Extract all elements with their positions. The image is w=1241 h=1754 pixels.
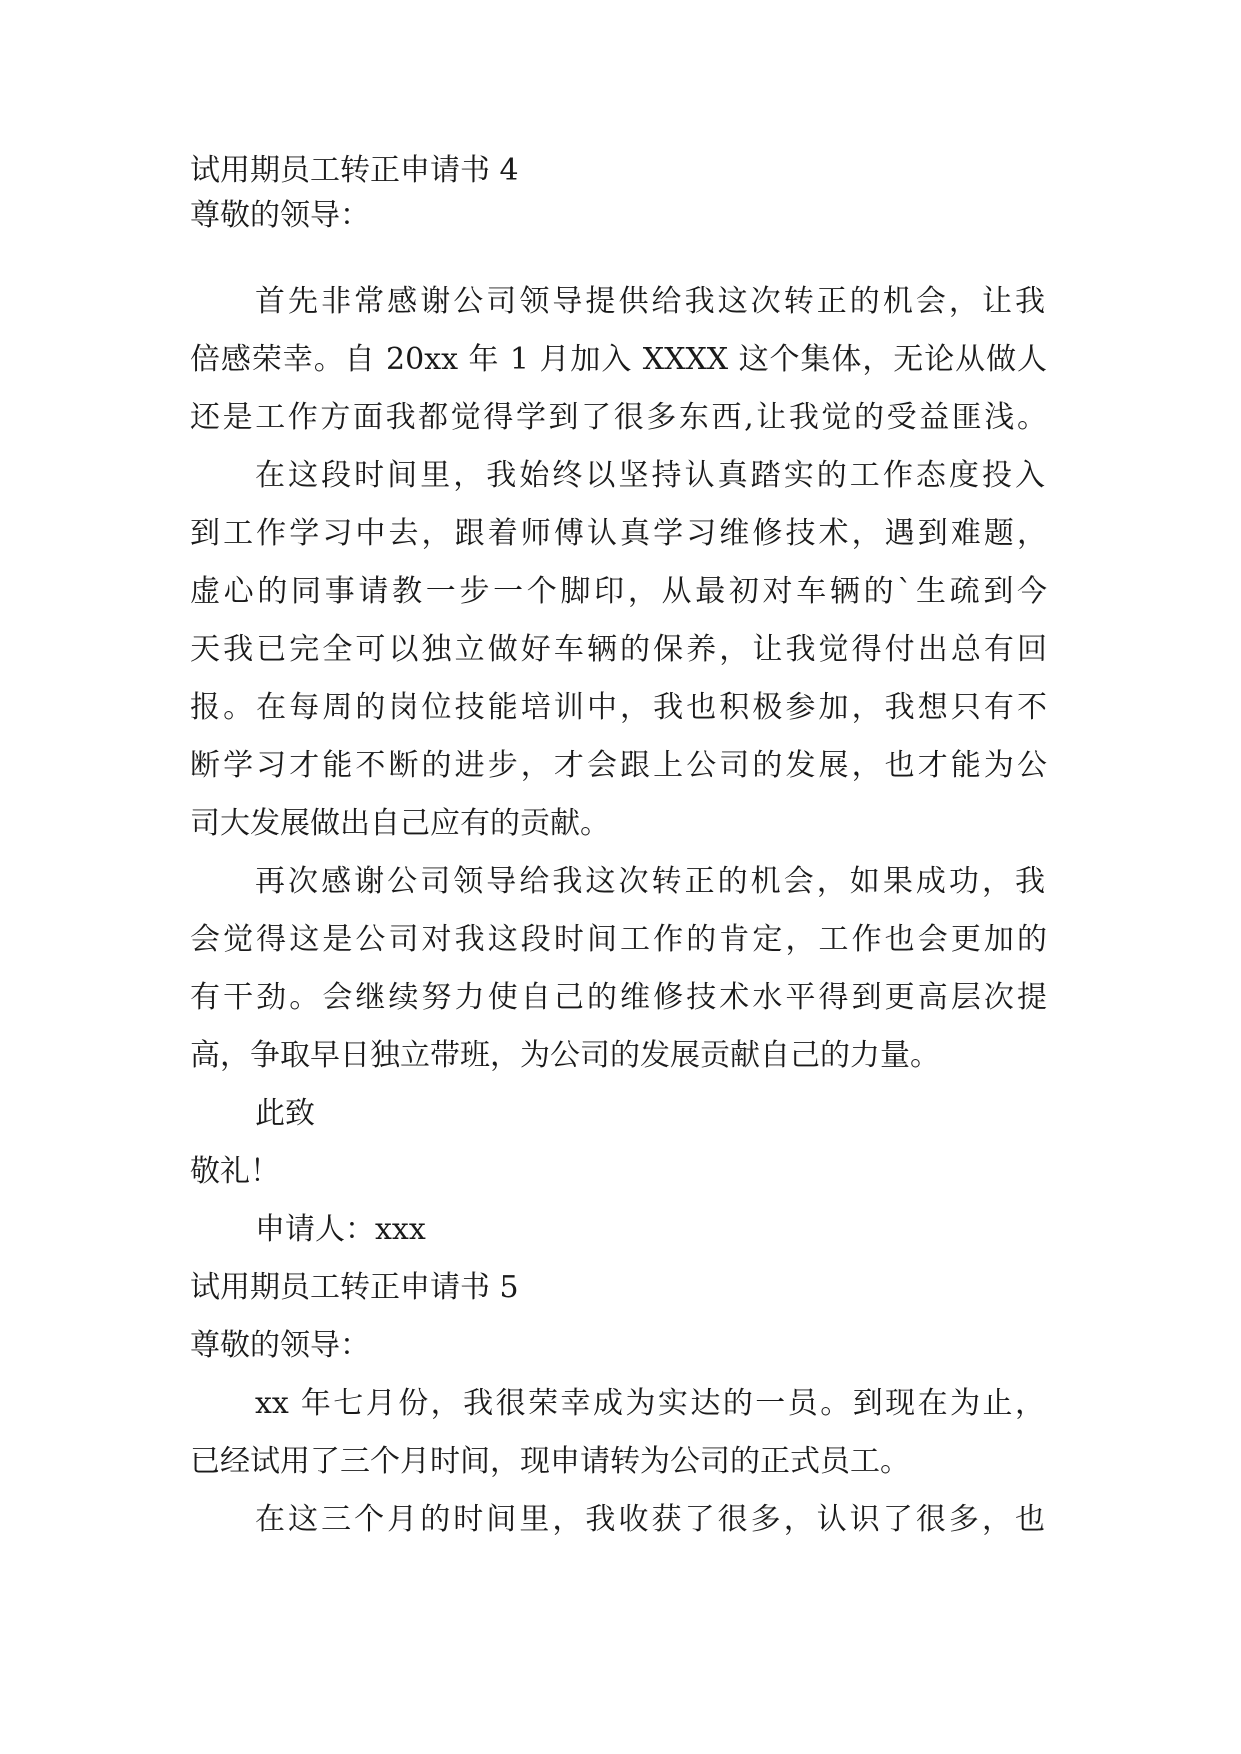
- doc4-p2-line: 天我已完全可以独立做好车辆的保养，让我觉得付出总有回: [190, 632, 1047, 667]
- doc4-p2-line: 到工作学习中去，跟着师傅认真学习维修技术，遇到难题，: [190, 516, 1047, 551]
- doc4-p1-line: 还是工作方面我都觉得学到了很多东西,让我觉的受益匪浅。: [190, 400, 1047, 435]
- doc4-p1-line: 倍感荣幸。自 20xx 年 1 月加入 XXXX 这个集体，无论从做人: [190, 342, 1047, 377]
- doc4-closing-ci-zhi: 此致: [255, 1096, 315, 1131]
- doc4-p3-line: 会觉得这是公司对我这段时间工作的肯定，工作也会更加的: [190, 922, 1047, 957]
- doc4-p2-line: 司大发展做出自己应有的贡献。: [190, 806, 610, 841]
- doc4-p2-line: 报。在每周的岗位技能培训中，我也积极参加，我想只有不: [190, 690, 1047, 725]
- doc4-p2-line: 在这段时间里，我始终以坚持认真踏实的工作态度投入: [255, 458, 1045, 493]
- doc4-signature: 申请人：xxx: [255, 1212, 426, 1247]
- doc5-p2-line: 在这三个月的时间里，我收获了很多，认识了很多，也: [255, 1502, 1045, 1537]
- doc4-p3-line: 高，争取早日独立带班，为公司的发展贡献自己的力量。: [190, 1038, 940, 1073]
- doc4-title: 试用期员工转正申请书 4: [190, 153, 519, 188]
- doc4-salutation: 尊敬的领导：: [190, 198, 370, 233]
- doc5-p1-line: 已经试用了三个月时间，现申请转为公司的正式员工。: [190, 1444, 910, 1479]
- doc4-p1-line: 首先非常感谢公司领导提供给我这次转正的机会，让我: [255, 284, 1045, 319]
- doc5-title: 试用期员工转正申请书 5: [190, 1270, 519, 1305]
- doc4-closing-jing-li: 敬礼！: [190, 1154, 280, 1189]
- doc4-p2-line: 虚心的同事请教一步一个脚印，从最初对车辆的`生疏到今: [190, 574, 1047, 609]
- doc4-p3-line: 有干劲。会继续努力使自己的维修技术水平得到更高层次提: [190, 980, 1047, 1015]
- doc4-p2-line: 断学习才能不断的进步，才会跟上公司的发展，也才能为公: [190, 748, 1047, 783]
- doc4-p3-line: 再次感谢公司领导给我这次转正的机会，如果成功，我: [255, 864, 1045, 899]
- doc5-p1-line: xx 年七月份，我很荣幸成为实达的一员。到现在为止，: [255, 1386, 1045, 1421]
- doc5-salutation: 尊敬的领导：: [190, 1328, 370, 1363]
